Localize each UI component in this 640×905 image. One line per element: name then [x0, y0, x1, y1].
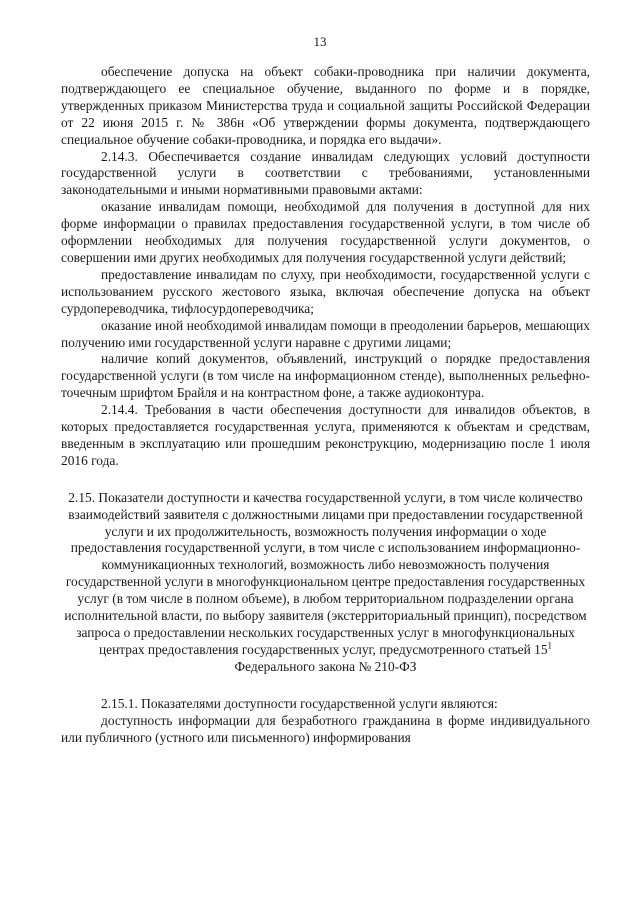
paragraph-availability: доступность информации для безработного гражданина в форме индивидуального или публичного (устного или письменного) информирования: [61, 712, 590, 745]
paragraph-sign-language: предоставление инвалидам по слуху, при необходимости, государственной услуги с использованием русского жестового языка, включая обеспечение допуска на объект сурдопереводчика, тифлосурдопереводчика;: [61, 266, 590, 316]
paragraph-braille: наличие копий документов, объявлений, инструкций о порядке предоставления государственной услуги (в том числе на информационном стенде), выполненных рельефно-точечным шрифтом Брайля и на контрастном фоне, а также аудиоконтура.: [61, 351, 590, 401]
paragraph-guide-dog: обеспечение допуска на объект собаки-проводника при наличии документа, подтверждающего ее специальное обучение, выданного по форме и в порядке, утвержденных приказом Министерства труда и социальной защиты Российской Федерации от 22 июня 2015 г. № 386н «Об утверждении формы документа, подтверждающего специальное обучение собаки-проводника, и порядка его выдачи».: [61, 64, 590, 147]
heading-text: 2.15. Показатели доступности и качества государственной услуги, в том числе количество взаимодействий заявителя с должностными лицами при предоставлении государственной услуги и их продолжительность, возможность получения информации о ходе предоставления государственной услуги, в том числе с использованием информационно-коммуникационных технологий, возможность либо невозможность получения государственной услуги в многофункциональном центре предоставления государственных услуг (в том числе в полном объеме), в любом территориальном подразделении органа исполнительной власти, по выбору заявителя (экстерриториальный принцип), посредством запроса о предоставлении нескольких государственных услуг в многофункциональных центрах предоставления государственных услуг, предусмотренного статьей 15: [64, 489, 587, 657]
page-number: 13: [313, 34, 327, 49]
heading-tail: Федерального закона № 210-ФЗ: [234, 658, 417, 674]
paragraph-2-15-1: 2.15.1. Показателями доступности государственной услуги являются:: [101, 695, 498, 711]
paragraph-assistance: оказание инвалидам помощи, необходимой для получения в доступной для них форме информации о правилах предоставления государственной услуги, в том числе об оформлении необходимых для получения государственной услуги документов, о совершении ими других необходимых для получения государственной услуги действий;: [61, 199, 590, 265]
paragraph-2-14-3: 2.14.3. Обеспечивается создание инвалидам следующих условий доступности государственной услуги в соответствии с требованиями, установленными законодательными и иными нормативными правовыми актами:: [61, 148, 590, 198]
section-heading-2-15: [61, 490, 590, 676]
document-body: [61, 64, 590, 746]
paragraph-2-14-4: 2.14.4. Требования в части обеспечения доступности для инвалидов объектов, в которых предоставляется государственная услуга, применяются к объектам и средствам, введенным в эксплуатацию или прошедшим реконструкцию, модернизацию после 1 июля 2016 года.: [61, 402, 590, 468]
heading-superscript: 1: [547, 640, 553, 651]
paragraph-barriers: оказание иной необходимой инвалидам помощи в преодолении барьеров, мешающих получению ими государственной услуги наравне с другими лицами;: [61, 317, 590, 350]
